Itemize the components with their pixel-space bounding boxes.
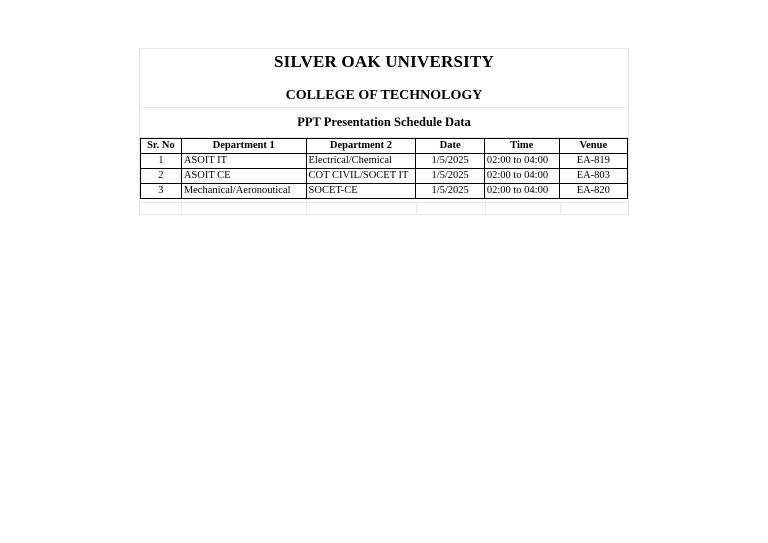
- cell-time: 02:00 to 04:00: [484, 169, 559, 184]
- cell-sr-no: 2: [141, 169, 182, 184]
- cell-sr-no: 1: [141, 154, 182, 169]
- table-row: [141, 169, 628, 184]
- table-header-row: [141, 139, 628, 154]
- grid-line: [181, 202, 182, 215]
- schedule-table: [140, 138, 628, 199]
- cell-venue: EA-820: [559, 184, 627, 199]
- cell-date: 1/5/2025: [416, 184, 484, 199]
- schedule-title: PPT Presentation Schedule Data: [297, 115, 471, 129]
- header-department-1: Department 1: [181, 139, 306, 154]
- cell-date: 1/5/2025: [416, 169, 484, 184]
- header-sr-no: Sr. No: [141, 139, 182, 154]
- cell-date: 1/5/2025: [416, 154, 484, 169]
- header-venue: Venue: [559, 139, 627, 154]
- university-title: SILVER OAK UNIVERSITY: [274, 52, 494, 71]
- header-date: Date: [416, 139, 484, 154]
- table-row: [141, 154, 628, 169]
- divider: [140, 107, 628, 108]
- spreadsheet-page: [139, 48, 629, 215]
- header-department-2: Department 2: [306, 139, 416, 154]
- college-title: COLLEGE OF TECHNOLOGY: [285, 88, 483, 103]
- cell-department-1: Mechanical/Aeronoutical: [181, 184, 306, 199]
- grid-line: [416, 202, 417, 215]
- cell-time: 02:00 to 04:00: [484, 154, 559, 169]
- cell-department-2: COT CIVIL/SOCET IT: [306, 169, 416, 184]
- table-row: [141, 184, 628, 199]
- cell-department-2: Electrical/Chemical: [306, 154, 416, 169]
- header-time: Time: [484, 139, 559, 154]
- grid-line: [485, 202, 486, 215]
- cell-department-2: SOCET-CE: [306, 184, 416, 199]
- cell-venue: EA-803: [559, 169, 627, 184]
- cell-sr-no: 3: [141, 184, 182, 199]
- cell-time: 02:00 to 04:00: [484, 184, 559, 199]
- grid-line: [306, 202, 307, 215]
- cell-venue: EA-819: [559, 154, 627, 169]
- empty-grid-row: [140, 202, 628, 215]
- cell-department-1: ASOIT IT: [181, 154, 306, 169]
- grid-line: [560, 202, 561, 215]
- cell-department-1: ASOIT CE: [181, 169, 306, 184]
